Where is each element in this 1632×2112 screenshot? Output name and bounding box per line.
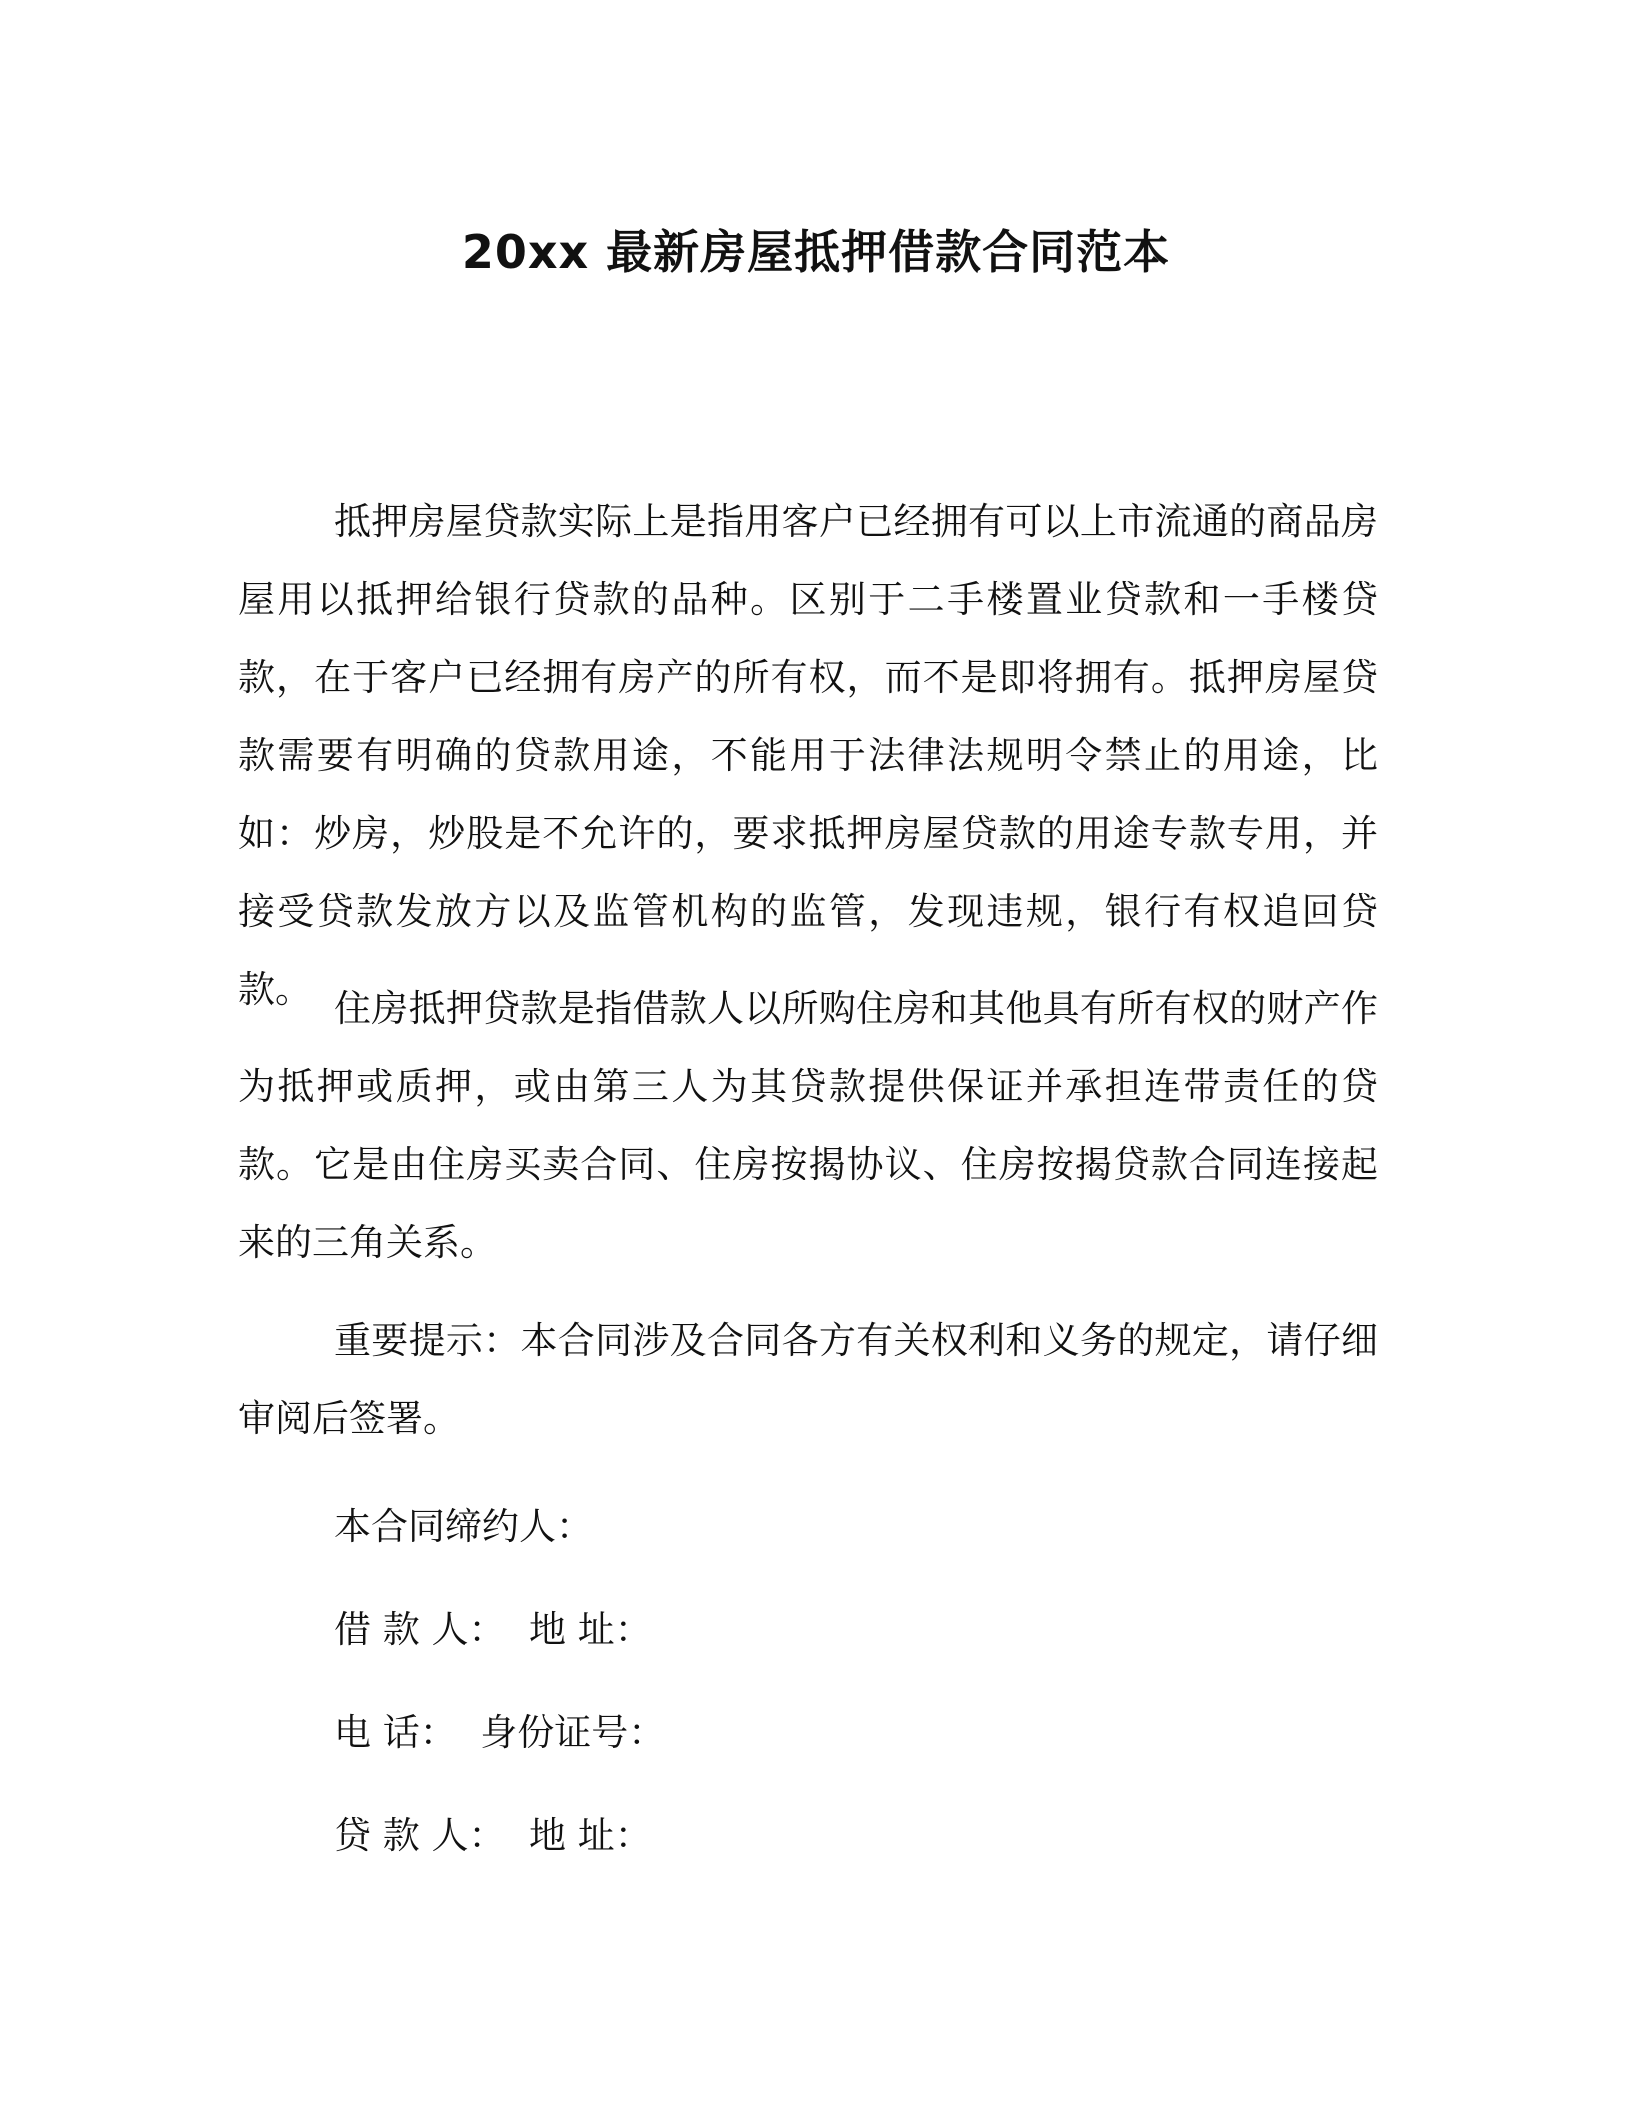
lender-address-line: 贷 款 人： 地 址： (334, 1814, 652, 1857)
paragraph-mortgage-loan-definition (238, 483, 1378, 1029)
paragraph-text: 抵押房屋贷款实际上是指用客户已经拥有可以上市流通的商品房屋用以抵押给银行贷款的品种。区别于二手楼置业贷款和一手楼贷款，在于客户已经拥有房产的所有权，而不是即将拥有。抵押房屋贷款需要有明确的贷款用途，不能用于法律法规明令禁止的用途，比如：炒房，炒股是不允许的，要求抵押房屋贷款的用途专款专用，并接受贷款发放方以及监管机构的监管，发现违规，银行有权追回贷款。 (238, 500, 1378, 1011)
paragraph-important-notice (238, 1302, 1378, 1458)
signatory-label: 本合同缔约人： (334, 1505, 593, 1548)
document-title: 20xx 最新房屋抵押借款合同范本 (461, 225, 1171, 279)
paragraph-housing-mortgage-definition (238, 970, 1378, 1282)
paragraph-text: 重要提示：本合同涉及合同各方有关权利和义务的规定，请仔细审阅后签署。 (238, 1319, 1378, 1440)
phone-id-line: 电 话： 身份证号： (334, 1711, 666, 1754)
borrower-address-line: 借 款 人： 地 址： (334, 1608, 652, 1651)
paragraph-text: 住房抵押贷款是指借款人以所购住房和其他具有所有权的财产作为抵押或质押，或由第三人为其贷款提供保证并承担连带责任的贷款。它是由住房买卖合同、住房按揭协议、住房按揭贷款合同连接起来的三角关系。 (238, 987, 1378, 1264)
